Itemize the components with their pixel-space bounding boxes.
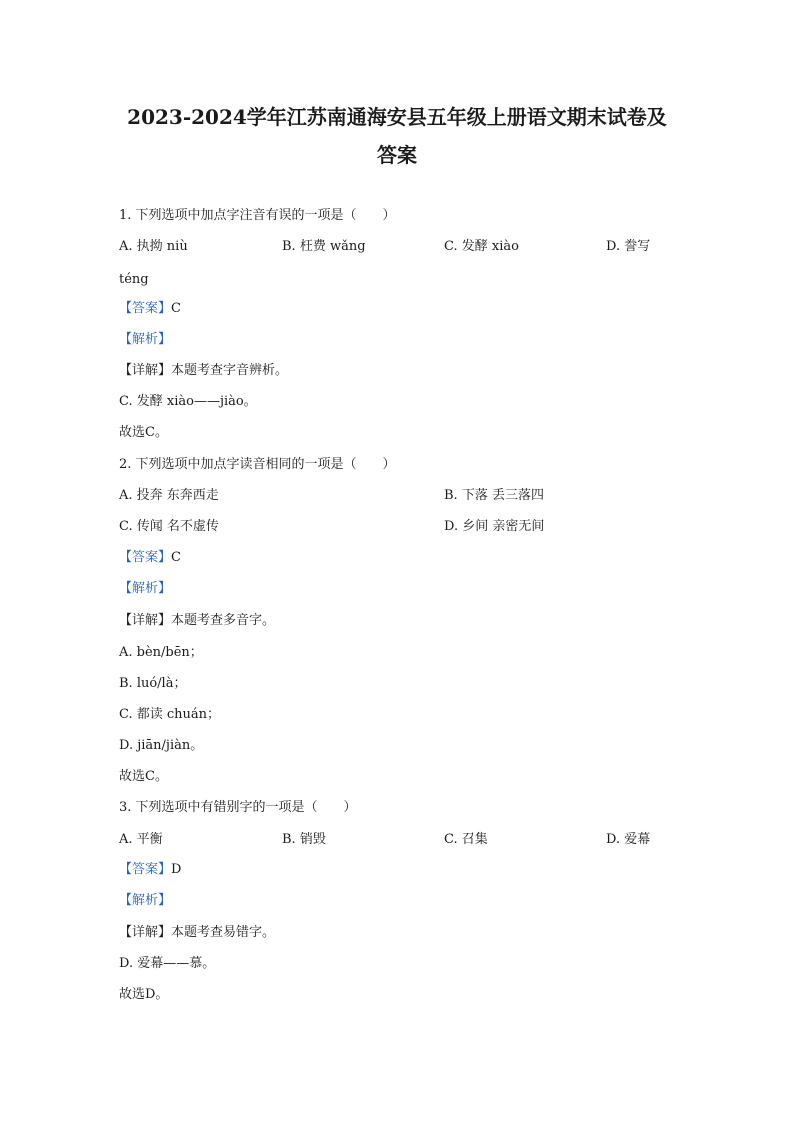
document-title [0, 98, 794, 174]
q2-analysis-label: 【解析】 [119, 581, 172, 596]
title-line-1: 2023-2024学年江苏南通海安县五年级上册语文期末试卷及 [127, 105, 667, 129]
title-line-2: 答案 [377, 143, 417, 167]
q3-option-a: A. 平衡 [119, 832, 163, 847]
q2-explain-a: A. bèn/bēn； [119, 645, 203, 660]
detail-label: 【详解】 [119, 925, 172, 940]
q1-analysis-label: 【解析】 [119, 332, 172, 347]
q1-answer-row [119, 300, 181, 318]
q2-detail: 本题考查多音字。 [171, 613, 276, 628]
q3-detail: 本题考查易错字。 [171, 925, 276, 940]
q2-option-c: C. 传闻 名不虚传 [119, 519, 219, 534]
q2-explain-b: B. luó/là； [119, 676, 187, 691]
q2-option-b: B. 下落 丢三落四 [444, 488, 544, 503]
detail-label: 【详解】 [119, 613, 172, 628]
q3-detail-row [119, 924, 275, 942]
q1-explain-line: C. 发酵 xiào——jiào。 [119, 394, 257, 409]
q3-option-c: C. 召集 [444, 832, 488, 847]
detail-label: 【详解】 [119, 363, 172, 378]
q2-stem: 2. 下列选项中加点字读音相同的一项是（ ） [119, 457, 396, 472]
q3-answer-row [119, 861, 181, 879]
q1-stem: 1. 下列选项中加点字注音有误的一项是（ ） [119, 208, 396, 223]
q1-option-c: C. 发酵 xiào [444, 239, 519, 254]
q1-detail: 本题考查字音辨析。 [171, 363, 289, 378]
q2-answer: C [171, 550, 181, 565]
answer-label: 【答案】 [119, 550, 172, 565]
q1-option-d-continued: téng [119, 272, 149, 287]
q1-answer: C [171, 301, 181, 316]
q2-detail-row [119, 612, 275, 630]
q3-explain-line: D. 爱幕——慕。 [119, 956, 216, 971]
q3-conclusion: 故选D。 [119, 987, 169, 1002]
q2-answer-row [119, 549, 181, 567]
q2-option-a: A. 投奔 东奔西走 [119, 488, 219, 503]
q3-option-b: B. 销毁 [282, 832, 326, 847]
q1-option-d: D. 誊写 [606, 239, 651, 254]
q1-conclusion: 故选C。 [119, 425, 168, 440]
q2-explain-c: C. 都读 chuán； [119, 707, 221, 722]
q3-option-d: D. 爱幕 [606, 832, 651, 847]
q3-stem: 3. 下列选项中有错别字的一项是（ ） [119, 800, 357, 815]
q1-detail-row [119, 362, 288, 380]
q3-answer: D [171, 862, 182, 877]
q1-option-b: B. 枉费 wǎng [282, 239, 366, 254]
q2-conclusion: 故选C。 [119, 769, 168, 784]
answer-label: 【答案】 [119, 301, 172, 316]
q2-explain-d: D. jiān/jiàn。 [119, 738, 204, 753]
q2-option-d: D. 乡间 亲密无间 [444, 519, 545, 534]
answer-label: 【答案】 [119, 862, 172, 877]
q3-analysis-label: 【解析】 [119, 893, 172, 908]
q1-option-a: A. 执拗 niù [119, 239, 188, 254]
